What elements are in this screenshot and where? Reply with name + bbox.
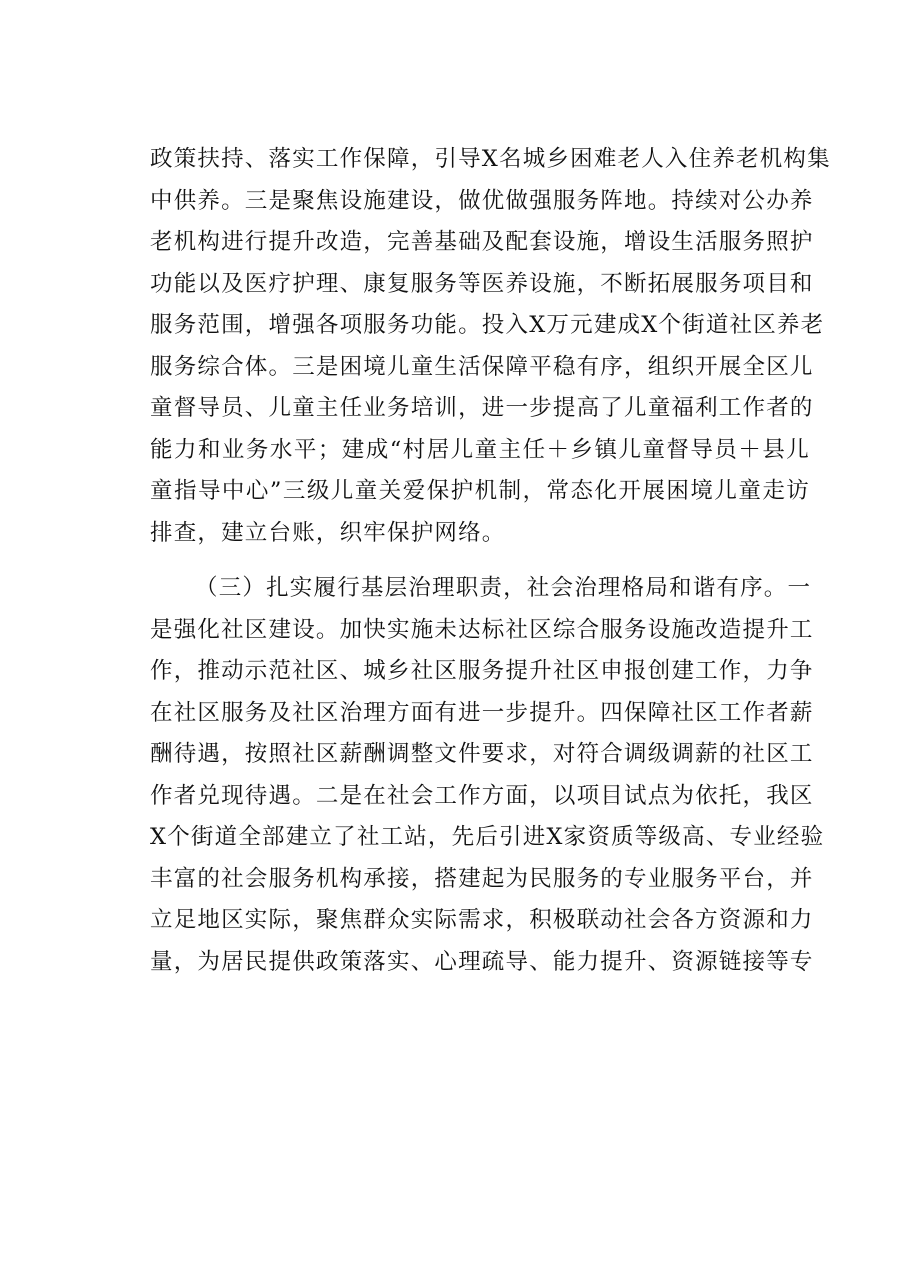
paragraph-2 [150, 568, 825, 983]
text-line: 政策扶持、落实工作保障，引导X名城乡困难老人入住养老机构集 [150, 146, 831, 172]
text-line: 在社区服务及社区治理方面有进一步提升。四保障社区工作者薪 [150, 699, 814, 726]
text-line: 酬待遇，按照社区薪酬调整文件要求，对符合调级调薪的社区工 [150, 741, 814, 767]
text-line: 童指导中心”三级儿童关爱保护机制，常态化开展困境儿童走访 [150, 478, 810, 504]
paragraph-1 [150, 139, 831, 554]
text-line: 童督导员、儿童主任业务培训，进一步提高了儿童福利工作者的 [150, 395, 814, 421]
text-line: 能力和业务水平；建成“村居儿童主任＋乡镇儿童督导员＋县儿 [150, 436, 810, 463]
document-body [150, 139, 831, 983]
text-line: 立足地区实际，聚焦群众实际需求，积极联动社会各方资源和力 [150, 907, 814, 933]
text-line: 丰富的社会服务机构承接，搭建起为民服务的专业服务平台，并 [150, 865, 814, 892]
text-line: 量，为居民提供政策落实、心理疏导、能力提升、资源链接等专 [150, 948, 814, 975]
text-line: 排查，建立台账，织牢保护网络。 [150, 519, 506, 546]
text-line: X个街道全部建立了社工站，先后引进X家资质等级高、专业经验 [150, 824, 825, 850]
text-line: 作，推动示范社区、城乡社区服务提升社区申报创建工作，力争 [150, 658, 814, 684]
text-line: 作者兑现待遇。二是在社会工作方面，以项目试点为依托，我区 [150, 782, 814, 809]
text-line: 中供养。三是聚焦设施建设，做优做强服务阵地。持续对公办养 [150, 187, 814, 214]
text-line: （三）扎实履行基层治理职责，社会治理格局和谐有序。一 [195, 575, 812, 601]
text-line: 功能以及医疗护理、康复服务等医养设施，不断拓展服务项目和 [150, 270, 814, 297]
text-line: 是强化社区建设。加快实施未达标社区综合服务设施改造提升工 [150, 616, 814, 643]
text-line: 老机构进行提升改造，完善基础及配套设施，增设生活服务照护 [150, 229, 814, 255]
text-line: 服务范围，增强各项服务功能。投入X万元建成X个街道社区养老 [150, 312, 825, 338]
text-line: 服务综合体。三是困境儿童生活保障平稳有序，组织开展全区儿 [150, 353, 814, 380]
